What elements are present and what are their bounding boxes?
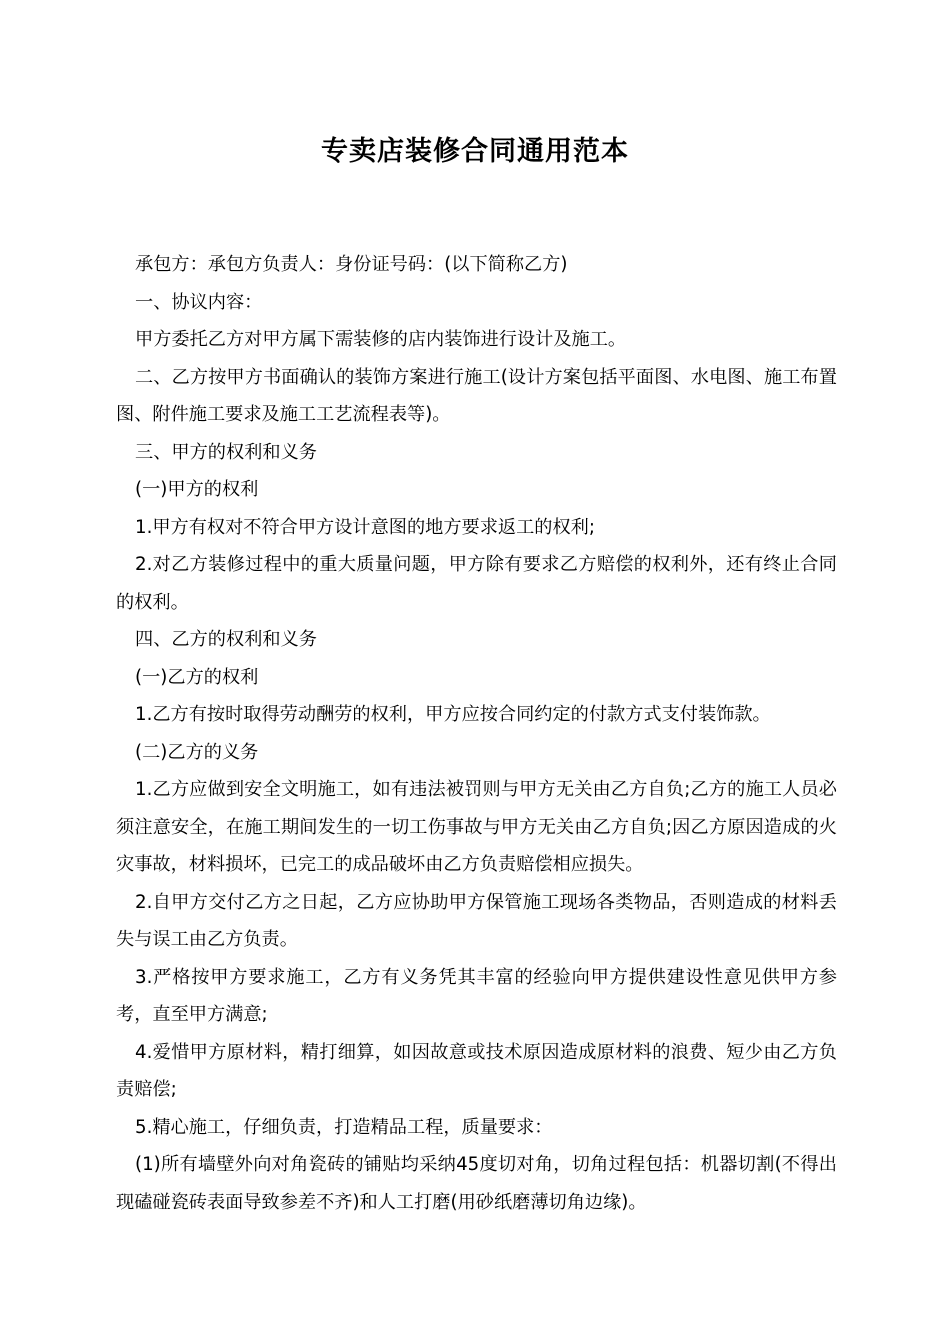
document-title: 专卖店装修合同通用范本 (321, 136, 629, 167)
paragraph-party-b-duty-3: 3.严格按甲方要求施工，乙方有义务凭其丰富的经验向甲方提供建设性意见供甲方参考，直至甲方满意; (116, 966, 837, 1025)
paragraph-party-b-right-1: 1.乙方有按时取得劳动酬劳的权利，甲方应按合同约定的付款方式支付装饰款。 (135, 704, 771, 725)
paragraph-party-b-duty-2: 2.自甲方交付乙方之日起，乙方应协助甲方保管施工现场各类物品，否则造成的材料丢失与误工由乙方负责。 (116, 891, 837, 950)
document-body (116, 246, 837, 1221)
paragraph-quality-requirement-1: (1)所有墙壁外向对角瓷砖的铺贴均采纳45度切对角，切角过程包括：机器切割(不得出现磕碰瓷砖表面导致参差不齐)和人工打磨(用砂纸磨薄切角边缘)。 (116, 1154, 837, 1213)
paragraph-contractor-info: 承包方：承包方负责人：身份证号码：(以下简称乙方) (135, 254, 568, 275)
paragraph-party-a-right-2: 2.对乙方装修过程中的重大质量问题，甲方除有要求乙方赔偿的权利外，还有终止合同的权利。 (116, 554, 837, 613)
paragraph-section-3-heading: 三、甲方的权利和义务 (135, 441, 317, 463)
paragraph-section-2: 二、乙方按甲方书面确认的装饰方案进行施工(设计方案包括平面图、水电图、施工布置图、附件施工要求及施工工艺流程表等)。 (116, 366, 837, 425)
paragraph-party-b-duty-4: 4.爱惜甲方原材料，精打细算，如因故意或技术原因造成原材料的浪费、短少由乙方负责赔偿; (116, 1041, 837, 1100)
paragraph-party-b-rights-heading: (一)乙方的权利 (135, 666, 259, 688)
paragraph-party-b-duty-5: 5.精心施工，仔细负责，打造精品工程，质量要求： (135, 1116, 553, 1138)
paragraph-party-b-duty-1: 1.乙方应做到安全文明施工，如有违法被罚则与甲方无关由乙方自负;乙方的施工人员必须注意安全，在施工期间发生的一切工伤事故与甲方无关由乙方自负;因乙方原因造成的火灾事故，材料损坏，已完工的成品破坏由乙方负责赔偿相应损失。 (116, 779, 837, 875)
paragraph-party-a-rights-heading: (一)甲方的权利 (135, 479, 259, 500)
paragraph-party-b-duties-heading: (二)乙方的义务 (135, 741, 259, 763)
paragraph-section-1-heading: 一、协议内容： (135, 291, 263, 313)
paragraph-section-4-heading: 四、乙方的权利和义务 (135, 629, 317, 650)
paragraph-party-a-right-1: 1.甲方有权对不符合甲方设计意图的地方要求返工的权利; (135, 516, 595, 538)
paragraph-agreement-content: 甲方委托乙方对甲方属下需装修的店内装饰进行设计及施工。 (135, 329, 627, 350)
